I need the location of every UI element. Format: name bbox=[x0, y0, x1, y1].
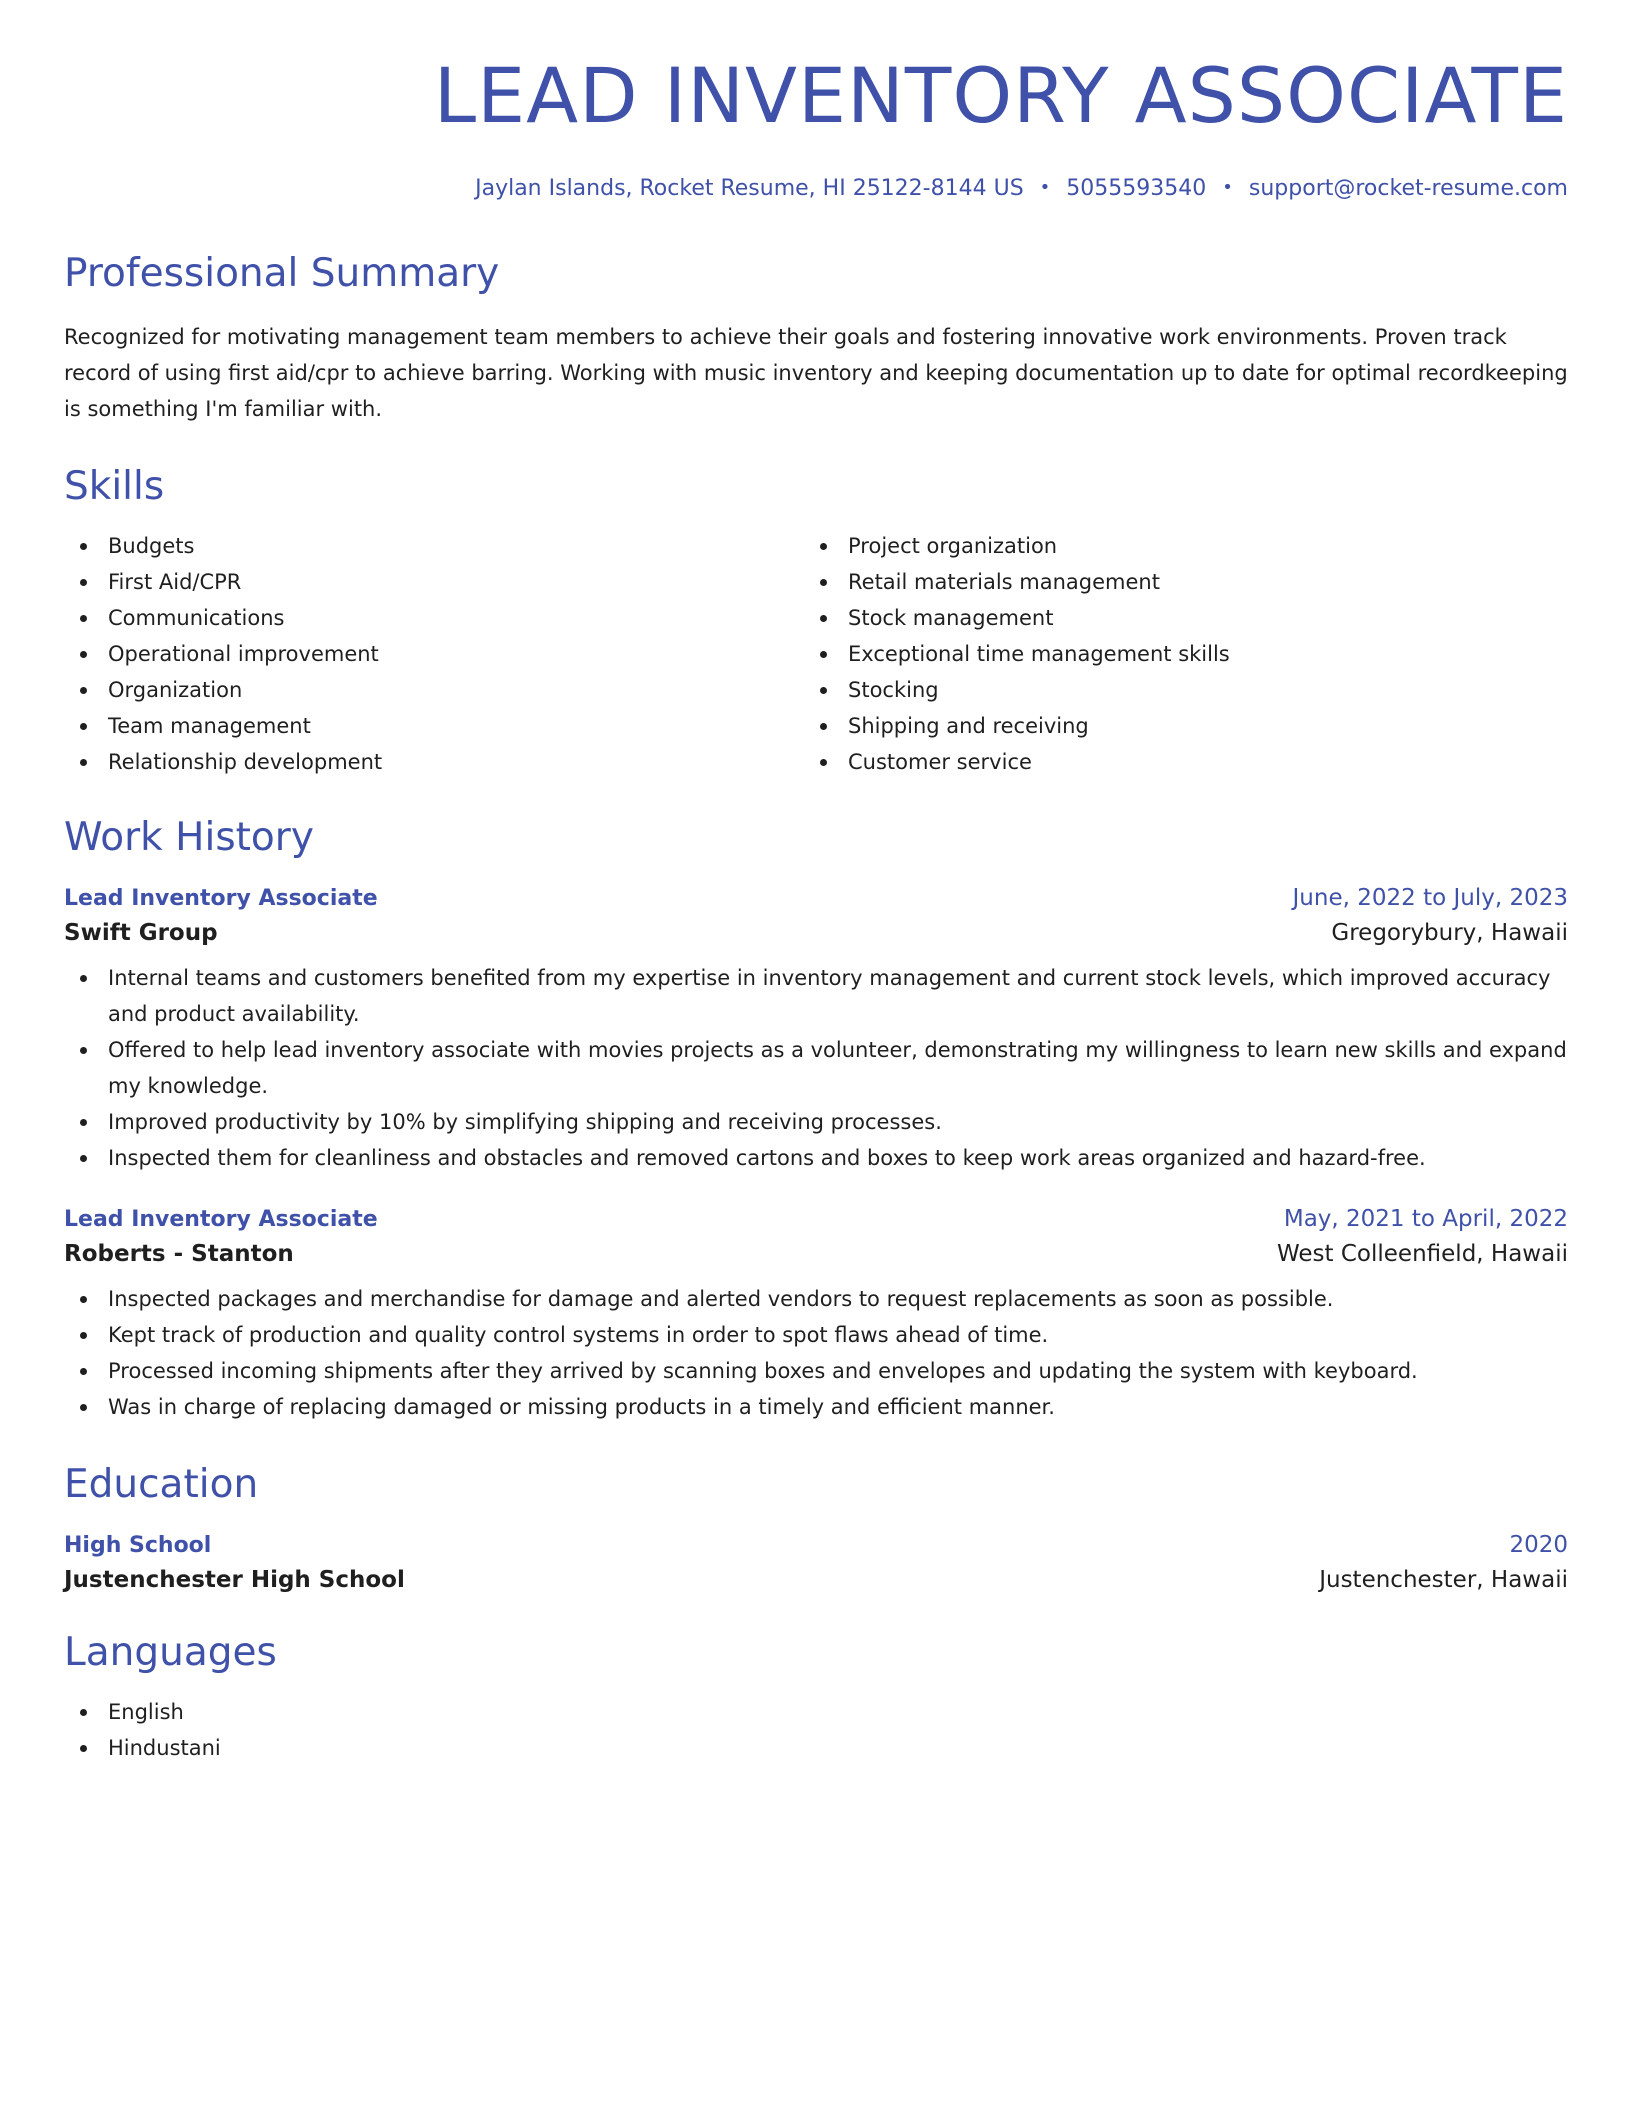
job-dates: June, 2022 to July, 2023 bbox=[1292, 885, 1568, 911]
skill-item: Retail materials management bbox=[804, 564, 1544, 600]
skill-item: Operational improvement bbox=[64, 636, 804, 672]
skill-item: Team management bbox=[64, 708, 804, 744]
job-duties bbox=[64, 960, 1568, 1176]
skill-item: First Aid/CPR bbox=[64, 564, 804, 600]
language-item: English bbox=[64, 1694, 1568, 1730]
job-duty: Kept track of production and quality control systems in order to spot flaws ahead of time. bbox=[64, 1317, 1568, 1353]
job-company: Roberts - Stanton bbox=[64, 1241, 294, 1267]
job-duty: Improved productivity by 10% by simplifying shipping and receiving processes. bbox=[64, 1104, 1568, 1140]
job-entry bbox=[64, 885, 1568, 1176]
job-title: Lead Inventory Associate bbox=[64, 886, 378, 911]
job-company: Swift Group bbox=[64, 920, 218, 946]
job-company-row bbox=[64, 920, 1568, 946]
education-school-row bbox=[64, 1567, 1568, 1593]
contact-phone: 5055593540 bbox=[1066, 176, 1207, 201]
education-section bbox=[64, 1462, 1568, 1593]
summary-section bbox=[64, 251, 1568, 427]
skill-item: Organization bbox=[64, 672, 804, 708]
job-company-row bbox=[64, 1241, 1568, 1267]
contact-line bbox=[64, 178, 1568, 200]
job-dates: May, 2021 to April, 2022 bbox=[1283, 1206, 1568, 1232]
page-title: LEAD INVENTORY ASSOCIATE bbox=[433, 51, 1568, 140]
skill-item: Project organization bbox=[804, 528, 1544, 564]
work-history-heading: Work History bbox=[64, 815, 314, 860]
education-year: 2020 bbox=[1509, 1532, 1568, 1558]
job-location: Gregorybury, Hawaii bbox=[1331, 920, 1568, 946]
education-heading: Education bbox=[64, 1462, 259, 1507]
language-item: Hindustani bbox=[64, 1730, 1568, 1766]
skills-heading: Skills bbox=[64, 464, 165, 509]
skills-list-left bbox=[64, 528, 804, 780]
skills-section bbox=[64, 464, 1568, 780]
job-duty: Processed incoming shipments after they arrived by scanning boxes and envelopes and updating the system with keyboard. bbox=[64, 1353, 1568, 1389]
summary-heading: Professional Summary bbox=[64, 251, 500, 296]
job-duty: Internal teams and customers benefited from my expertise in inventory management and current stock levels, which improved accuracy and product availability. bbox=[64, 960, 1568, 1032]
skill-item: Stocking bbox=[804, 672, 1544, 708]
skill-item: Customer service bbox=[804, 744, 1544, 780]
job-duty: Offered to help lead inventory associate with movies projects as a volunteer, demonstrating my willingness to learn new skills and expand my knowledge. bbox=[64, 1032, 1568, 1104]
skill-item: Relationship development bbox=[64, 744, 804, 780]
contact-email[interactable]: support@rocket-resume.com bbox=[1248, 176, 1568, 201]
contact-address: Jaylan Islands, Rocket Resume, HI 25122-8144 US bbox=[475, 176, 1024, 201]
job-title-row bbox=[64, 1206, 1568, 1232]
contact-separator: • bbox=[1039, 177, 1051, 198]
job-duty: Inspected packages and merchandise for damage and alerted vendors to request replacements as soon as possible. bbox=[64, 1281, 1568, 1317]
job-entry bbox=[64, 1206, 1568, 1425]
languages-section bbox=[64, 1630, 1568, 1766]
skill-item: Budgets bbox=[64, 528, 804, 564]
languages-list bbox=[64, 1694, 1568, 1766]
contact-separator: • bbox=[1222, 177, 1233, 198]
job-duty: Inspected them for cleanliness and obstacles and removed cartons and boxes to keep work areas organized and hazard-free. bbox=[64, 1140, 1568, 1176]
skills-grid bbox=[64, 528, 1568, 780]
job-location: West Colleenfield, Hawaii bbox=[1277, 1241, 1568, 1267]
skills-list-right bbox=[804, 528, 1544, 780]
work-history-section bbox=[64, 815, 1568, 1425]
skill-item: Exceptional time management skills bbox=[804, 636, 1544, 672]
education-location: Justenchester, Hawaii bbox=[1319, 1567, 1568, 1593]
job-duty: Was in charge of replacing damaged or missing products in a timely and efficient manner. bbox=[64, 1389, 1568, 1425]
job-title: Lead Inventory Associate bbox=[64, 1207, 378, 1232]
languages-heading: Languages bbox=[64, 1630, 277, 1675]
skill-item: Shipping and receiving bbox=[804, 708, 1544, 744]
job-duties bbox=[64, 1281, 1568, 1425]
education-school: Justenchester High School bbox=[64, 1567, 405, 1593]
skill-item: Stock management bbox=[804, 600, 1544, 636]
skill-item: Communications bbox=[64, 600, 804, 636]
summary-text: Recognized for motivating management team members to achieve their goals and fostering innovative work environments. Proven track record of using first aid/cpr to achieve barring. Working with music inventory and keeping documentation up to date for optimal recordkeeping is something I'm familiar with. bbox=[64, 325, 1568, 421]
education-degree-row bbox=[64, 1532, 1568, 1558]
job-title-row bbox=[64, 885, 1568, 911]
education-degree: High School bbox=[64, 1533, 212, 1558]
